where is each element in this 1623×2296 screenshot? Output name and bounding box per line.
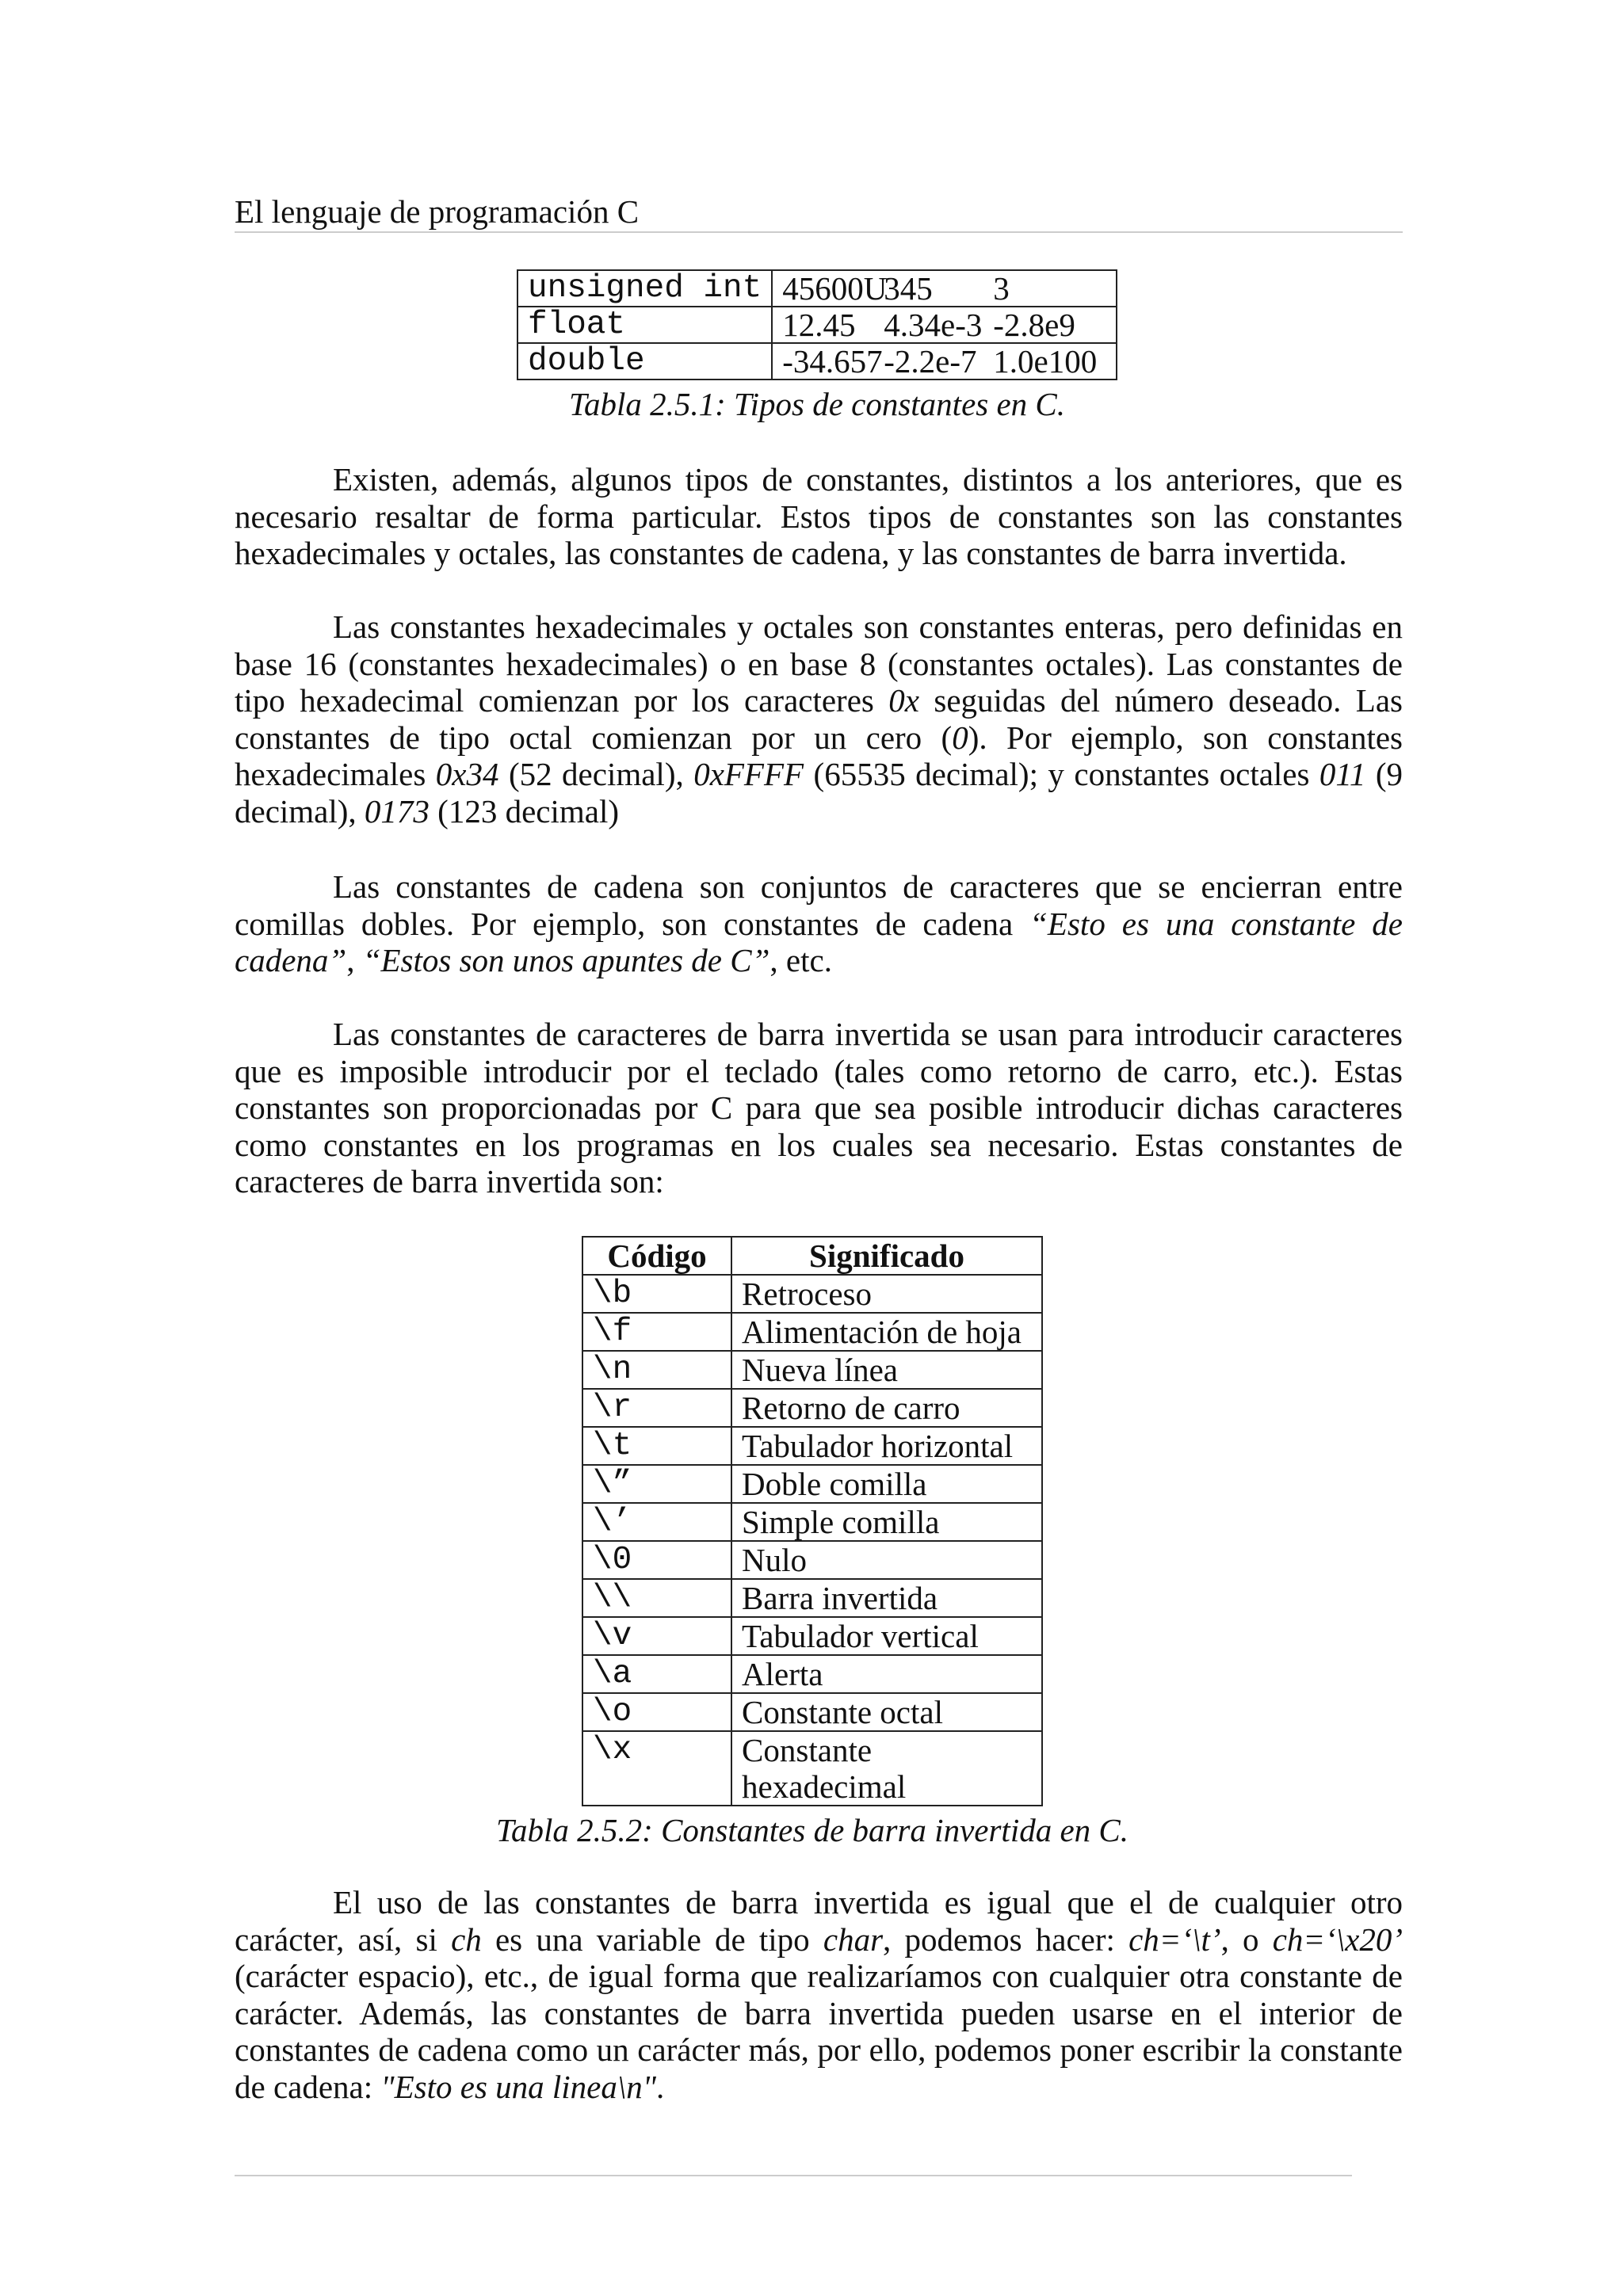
code-cell: \x — [582, 1731, 731, 1806]
value: -2.2e-7 — [884, 343, 977, 379]
meaning-cell: Tabulador vertical — [731, 1617, 1042, 1655]
table-row — [582, 1275, 1042, 1313]
table-row — [582, 1313, 1042, 1351]
table-row — [582, 1731, 1042, 1806]
table-row — [582, 1655, 1042, 1693]
code-cell: \r — [582, 1389, 731, 1427]
table-caption: Tabla 2.5.1: Tipos de constantes en C. — [568, 386, 1066, 422]
code-cell: \” — [582, 1465, 731, 1503]
footer-rule — [235, 2175, 1352, 2176]
table-row — [582, 1617, 1042, 1655]
code-cell: \’ — [582, 1503, 731, 1541]
value: 345 — [884, 270, 933, 307]
table-row — [517, 343, 1117, 379]
code-cell: \\ — [582, 1579, 731, 1617]
table-row — [582, 1541, 1042, 1579]
table-row — [582, 1351, 1042, 1389]
column-header: Significado — [731, 1237, 1042, 1275]
table-row — [582, 1427, 1042, 1465]
escape-sequences-table — [582, 1236, 1043, 1806]
type-cell: unsigned int — [517, 270, 772, 307]
value: 4.34e-3 — [884, 307, 983, 343]
table-row — [582, 1579, 1042, 1617]
running-header: El lenguaje de programación C — [235, 193, 640, 230]
constant-types-table — [517, 269, 1117, 380]
meaning-cell: Doble comilla — [731, 1465, 1042, 1503]
header-rule — [235, 231, 1403, 233]
meaning-cell: Alerta — [731, 1655, 1042, 1693]
code-cell: \a — [582, 1655, 731, 1693]
table-row — [582, 1465, 1042, 1503]
table-caption: Tabla 2.5.2: Constantes de barra invertida en C. — [496, 1812, 1128, 1848]
meaning-cell: Constante octal — [731, 1693, 1042, 1731]
meaning-cell: Tabulador horizontal — [731, 1427, 1042, 1465]
meaning-cell: Alimentación de hoja — [731, 1313, 1042, 1351]
paragraph: Las constantes hexadecimales y octales son constantes enteras, pero definidas en base 16 (constantes hexadecimales) o en base 8 (constantes octales). Las constantes de tipo hexadecimal comienzan por los caracteres 0x seguidas del número deseado. Las constantes de tipo octal comienzan por un cero (0). Por ejemplo, son constantes hexadecimales 0x34 (52 decimal), 0xFFFF (65535 decimal); y constantes octales 011 (9 decimal), 0173 (123 decimal) — [235, 608, 1403, 830]
value: 1.0e100 — [993, 343, 1098, 379]
meaning-cell: Nueva línea — [731, 1351, 1042, 1389]
values-cell — [772, 270, 1117, 307]
values-cell — [772, 343, 1117, 379]
value: -34.657 — [782, 343, 883, 379]
value: -2.8e9 — [993, 307, 1075, 343]
code-cell: \v — [582, 1617, 731, 1655]
meaning-cell: Barra invertida — [731, 1579, 1042, 1617]
meaning-cell: Nulo — [731, 1541, 1042, 1579]
code-cell: \b — [582, 1275, 731, 1313]
meaning-cell: Constante hexadecimal — [731, 1731, 1042, 1806]
table-row — [517, 307, 1117, 343]
code-cell: \f — [582, 1313, 731, 1351]
table-row — [582, 1389, 1042, 1427]
column-header: Código — [582, 1237, 731, 1275]
type-cell: double — [517, 343, 772, 379]
code-cell: \0 — [582, 1541, 731, 1579]
table-row — [517, 270, 1117, 307]
meaning-cell: Retorno de carro — [731, 1389, 1042, 1427]
values-cell — [772, 307, 1117, 343]
table-row — [582, 1503, 1042, 1541]
paragraph: Existen, además, algunos tipos de constantes, distintos a los anteriores, que es necesario resaltar de forma particular. Estos tipos de constantes son las constantes hexadecimales y octales, las constantes de cadena, y las constantes de barra invertida. — [235, 461, 1403, 571]
value: 3 — [993, 270, 1010, 307]
type-cell: float — [517, 307, 772, 343]
table-row — [582, 1693, 1042, 1731]
paragraph: Las constantes de caracteres de barra invertida se usan para introducir caracteres que es imposible introducir por el teclado (tales como retorno de carro, etc.). Estas constantes son proporcionadas por C para que sea posible introducir dichas caracteres como constantes en los programas en los cuales sea necesario. Estas constantes de caracteres de barra invertida son: — [235, 1016, 1403, 1199]
value: 12.45 — [782, 307, 856, 343]
code-cell: \n — [582, 1351, 731, 1389]
value: 45600U — [782, 270, 888, 307]
meaning-cell: Simple comilla — [731, 1503, 1042, 1541]
paragraph: El uso de las constantes de barra invertida es igual que el de cualquier otro carácter, así, si ch es una variable de tipo char, podemos hacer: ch=‘\t’, o ch=‘\x20’ (carácter espacio), etc., de igual forma que realizaríamos con cualquier otra constante de carácter. Además, las constantes de barra invertida pueden usarse en el interior de constantes de cadena como un carácter más, por ello, podemos poner escribir la constante de cadena: "Esto es una linea\n". — [235, 1884, 1403, 2105]
code-cell: \t — [582, 1427, 731, 1465]
meaning-cell: Retroceso — [731, 1275, 1042, 1313]
table-header-row — [582, 1237, 1042, 1275]
code-cell: \o — [582, 1693, 731, 1731]
paragraph: Las constantes de cadena son conjuntos de caracteres que se encierran entre comillas dobles. Por ejemplo, son constantes de cadena “Esto es una constante de cadena”, “Estos son unos apuntes de C”, etc. — [235, 868, 1403, 978]
